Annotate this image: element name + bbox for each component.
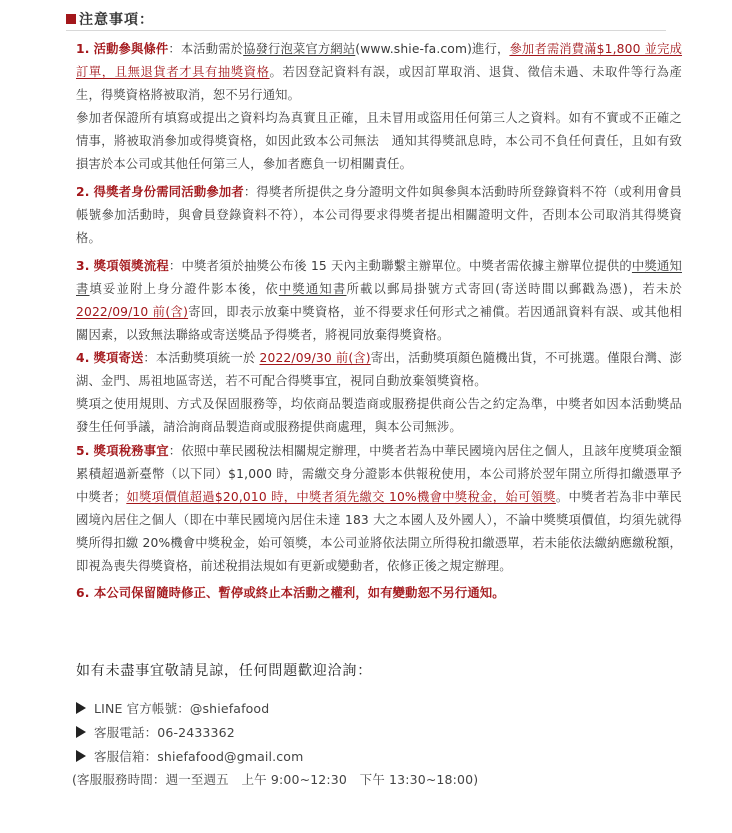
section-2-number: 2. [76,185,90,199]
section-1-paragraph [76,38,682,107]
section-5-title: 獎項稅務事宜 [93,444,169,458]
section-5-paragraph [76,440,682,578]
service-hours: (客服服務時間：週一至週五 上午 9:00~12:30 下午 13:30~18:00) [72,772,479,787]
contact-block [72,660,682,787]
section-3-text-3: 所載以郵局掛號方式寄回(寄送時間以郵戳為憑)，若未於 [346,282,682,296]
section-1-site-name: 協發行泡菜官方網站 [243,42,356,56]
section-5-tax-condition: 如獎項價值超過$20,010 時，中獎者須先繳交 10%機會中獎稅金，始可領獎 [126,490,556,504]
section-2-paragraph [76,181,682,250]
triangle-right-icon [76,702,86,714]
section-2-title: 得獎者身份需同活動參加者 [93,185,244,199]
section-2 [76,181,682,250]
header-divider [66,30,666,31]
notice-title: 注意事項： [79,12,154,28]
section-3-paragraph [76,255,682,347]
section-4-number: 4. [76,351,90,365]
section-4-text-2: 寄出，活動獎項顏色隨機出貨，不可挑選。僅限台灣、澎湖、金門、馬祖地區寄送，若不可配合得獎事宜，視同自動放棄領獎資格。 [76,351,682,388]
contact-title: 如有未盡事宜敬請見諒，任何問題歡迎洽詢： [76,663,372,679]
notice-header [66,9,154,29]
triangle-right-icon [76,726,86,738]
section-1-condition: 參加者需消費滿$1,800 並完成訂單，且無退貨者才具有抽獎資格 [76,42,683,79]
section-3-number: 3. [76,259,90,273]
section-3-deadline: 2022/09/10 前(含) [76,305,189,319]
contact-email [76,747,303,765]
section-1-text-2: (www.shie-fa.com)進行， [355,42,510,56]
section-3-notice-doc: 中獎通知書 [76,259,682,296]
section-4 [76,347,682,439]
section-2-text: ：得獎者所提供之身分證明文件如與參與本活動時所登錄資料不符（或利用會員帳號參加活動時，與會員登錄資料不符），本公司得要求得獎者提出相關證明文件，否則本公司取消其得獎資格。 [76,185,682,245]
section-3 [76,255,682,347]
contact-phone [76,723,235,741]
section-5-text-2: 。中獎者若為非中華民國境內居住之個人（即在中華民國境內居住未達 183 大之本國人及外國人），不論中獎獎項價值，均須先就得獎所得扣繳 20%機會中獎稅金，始可領獎，本公司並將依法開立所得稅扣繳憑單，若未能依法繳納應繳稅額，即視為喪失得獎資格，前述稅捐法規如有更新或變動者，依修正後之規定辦理。 [76,490,682,573]
line-account: LINE 官方帳號：@shiefafood [94,701,270,716]
section-1 [76,38,682,176]
section-1-text-3: 。若因登記資料有誤，或因訂單取消、退貨、徵信未過、未取件等行為產生，得獎資格將被取消，恕不另行通知。 [76,65,682,102]
section-3-text: ：中獎者須於抽獎公布後 15 天內主動聯繫主辦單位。中獎者需依據主辦單位提供的 [168,259,632,273]
email-address: 客服信箱：shiefafood@gmail.com [94,749,304,764]
section-1-number: 1. [76,42,90,56]
section-3-text-2: 填妥並附上身分證件影本後，依 [89,282,279,296]
red-square-icon [66,14,76,24]
section-1-text: ：本活動需於 [168,42,244,56]
section-5-number: 5. [76,444,90,458]
section-5-text: ：依照中華民國稅法相關規定辦理，中獎者若為中華民國境內居住之個人，且該年度獎項金額累積超過新臺幣（以下同）$1,000 時，需繳交身分證影本供報稅使用，本公司將於翌年開立所得扣繳憑單予中獎者； [76,444,683,504]
section-4-paragraph [76,347,682,393]
phone-number: 客服電話：06-2433362 [94,725,235,740]
contact-line [76,699,269,717]
section-3-title: 獎項領獎流程 [93,259,169,273]
section-4-text: ：本活動獎項統一於 [143,351,260,365]
section-5 [76,440,682,578]
triangle-right-icon [76,750,86,762]
section-6-paragraph: 6. 本公司保留隨時修正、暫停或終止本活動之權利，如有變動恕不另行通知。 [76,586,505,600]
section-1-title: 活動參與條件 [93,42,169,56]
section-4-ship-date: 2022/09/30 前(含) [259,351,371,365]
section-4-title: 獎項寄送 [93,351,144,365]
section-3-notice-doc-2: 中獎通知書 [278,282,347,296]
section-6 [76,582,682,605]
section-1-paragraph-2: 參加者保證所有填寫或提出之資料均為真實且正確，且未冒用或盜用任何第三人之資料。如有不實或不正確之情事，將被取消參加或得獎資格，如因此致本公司無法 通知其得獎訊息時，本公司不負任何責任，且如有致損害於本公司或其他任何第三人，參加者應負一切相關責任。 [76,111,682,171]
section-4-paragraph-2: 獎項之使用規則、方式及保固服務等，均依商品製造商或服務提供商公告之約定為準，中獎者如因本活動獎品發生任何爭議，請洽詢商品製造商或服務提供商處理，與本公司無涉。 [76,397,682,434]
section-3-text-4: 寄回，即表示放棄中獎資格，並不得要求任何形式之補償。若因通訊資料有誤、或其他相關因素，以致無法聯絡或寄送獎品予得獎者，將視同放棄得獎資格。 [76,305,682,342]
